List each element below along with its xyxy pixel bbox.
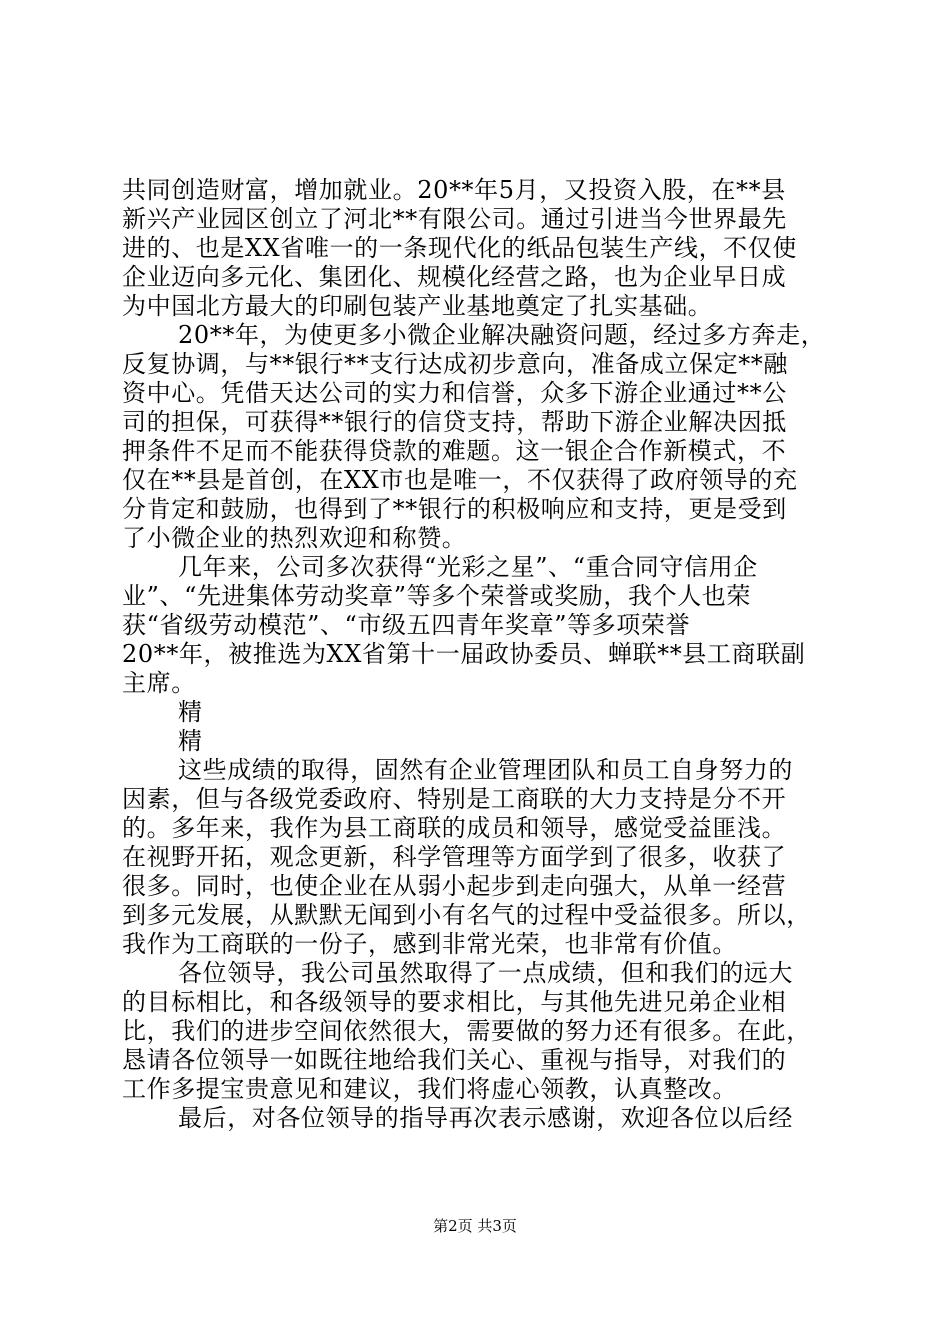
text-line: 的目标相比，和各级领导的要求相比，与其他先进兄弟企业相 [122, 988, 787, 1016]
text-line: 在视野开拓，观念更新，科学管理等方面学到了很多，收获了 [122, 843, 787, 871]
text-line: 获“省级劳动模范”、“市级五四青年奖章”等多项荣誉 [122, 611, 691, 639]
text-line: 最后，对各位领导的指导再次表示感谢，欢迎各位以后经 [178, 1104, 793, 1132]
page-footer: 第2页 共3页 [433, 1217, 517, 1235]
text-line: 业”、“先进集体劳动奖章”等多个荣誉或奖励，我个人也荣 [122, 582, 752, 610]
text-line: 仅在**县是首创，在XX市也是唯一，不仅获得了政府领导的充 [122, 466, 798, 494]
text-line: 工作多提宝贵意见和建议，我们将虚心领教，认真整改。 [122, 1075, 737, 1103]
text-line: 司的担保，可获得**银行的信贷支持，帮助下游企业解决因抵 [122, 408, 787, 436]
text-line: 到多元发展，从默默无闻到小有名气的过程中受益很多。所以， [122, 901, 811, 929]
text-line: 很多。同时，也使企业在从弱小起步到走向强大，从单一经营 [122, 872, 787, 900]
text-line: 新兴产业园区创立了河北**有限公司。通过引进当今世界最先 [122, 205, 787, 233]
text-line: 反复协调，与**银行**支行达成初步意向，准备成立保定**融 [122, 350, 788, 378]
text-line: 进的、也是XX省唯一的一条现代化的纸品包装生产线，不仅使 [122, 234, 797, 262]
text-line: 押条件不足而不能获得贷款的难题。这一银企合作新模式，不 [122, 437, 787, 465]
text-line: 20**年，为使更多小微企业解决融资问题，经过多方奔走， [178, 321, 826, 349]
text-line: 分肯定和鼓励，也得到了**银行的积极响应和支持，更是受到 [122, 495, 787, 523]
text-line: 的。多年来，我作为县工商联的成员和领导，感觉受益匪浅。 [122, 814, 787, 842]
text-line: 这些成绩的取得，固然有企业管理团队和员工自身努力的 [178, 756, 793, 784]
text-line: 比，我们的进步空间依然很大，需要做的努力还有很多。在此， [122, 1017, 811, 1045]
text-line: 精 [178, 698, 203, 726]
text-line: 企业迈向多元化、集团化、规模化经营之路，也为企业早日成 [122, 263, 787, 291]
text-line: 我作为工商联的一份子，感到非常光荣，也非常有价值。 [122, 930, 737, 958]
text-line: 了小微企业的热烈欢迎和称赞。 [122, 524, 467, 552]
document-body [122, 176, 842, 1133]
text-line: 精 [178, 727, 203, 755]
text-line: 为中国北方最大的印刷包装产业基地奠定了扎实基础。 [122, 292, 713, 320]
text-line: 共同创造财富，增加就业。20**年5月，又投资入股，在**县 [122, 176, 786, 204]
text-line: 恳请各位领导一如既往地给我们关心、重视与指导，对我们的 [122, 1046, 787, 1074]
text-line: 资中心。凭借天达公司的实力和信誉，众多下游企业通过**公 [122, 379, 787, 407]
text-line: 各位领导，我公司虽然取得了一点成绩，但和我们的远大 [178, 959, 793, 987]
text-line: 因素，但与各级党委政府、特别是工商联的大力支持是分不开 [122, 785, 787, 813]
text-line: 主席。 [122, 669, 196, 697]
text-line: 几年来，公司多次获得“光彩之星”、“重合同守信用企 [178, 553, 758, 581]
text-line: 20**年，被推选为XX省第十一届政协委员、蝉联**县工商联副 [122, 640, 806, 668]
